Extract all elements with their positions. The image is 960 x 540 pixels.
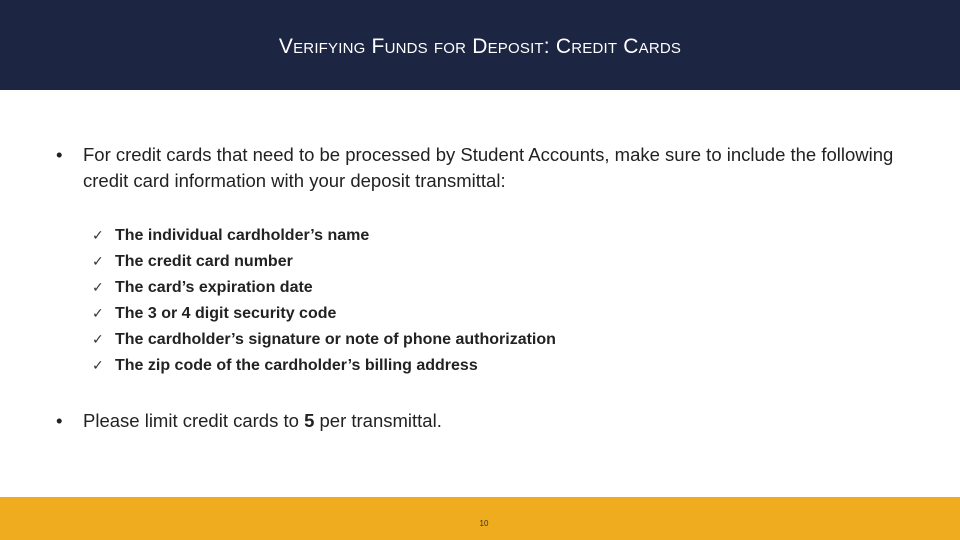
checklist-item-text: The zip code of the cardholder’s billing address	[115, 357, 478, 374]
check-icon: ✓	[92, 254, 104, 270]
check-icon: ✓	[92, 280, 104, 296]
checklist-item-text: The individual cardholder’s name	[115, 227, 370, 244]
check-icon: ✓	[92, 358, 104, 374]
check-icon: ✓	[92, 228, 104, 244]
bullet-text: For credit cards that need to be processed by Student Accounts, make sure to include the following credit card information with your deposit transmittal:	[83, 144, 894, 191]
bullet-text-before: Please limit credit cards to	[83, 410, 305, 431]
checklist-item	[92, 226, 556, 252]
check-icon: ✓	[92, 332, 104, 348]
checklist-item	[92, 278, 556, 304]
checklist-item-text: The cardholder’s signature or note of phone authorization	[115, 331, 556, 348]
bullet-icon: •	[56, 144, 63, 165]
footer-bar	[0, 497, 960, 540]
bullet-text	[56, 408, 906, 434]
bullet-icon: •	[56, 410, 63, 431]
slide-title: Verifying Funds for Deposit: Credit Cards	[278, 35, 682, 58]
bullet-text-after: per transmittal.	[314, 410, 442, 431]
checklist	[92, 226, 556, 382]
page-number: 10	[479, 519, 489, 528]
check-icon: ✓	[92, 306, 104, 322]
checklist-item	[92, 252, 556, 278]
limit-number: 5	[304, 410, 315, 431]
checklist-item-text: The credit card number	[115, 253, 293, 270]
checklist-item	[92, 356, 556, 382]
checklist-item	[92, 330, 556, 356]
bullet-item-credit-card-info	[56, 142, 906, 194]
checklist-item-text: The 3 or 4 digit security code	[115, 305, 337, 322]
checklist-item-text: The card’s expiration date	[115, 279, 313, 296]
bullet-item-limit	[56, 408, 906, 434]
checklist-item	[92, 304, 556, 330]
title-bar	[0, 0, 960, 90]
